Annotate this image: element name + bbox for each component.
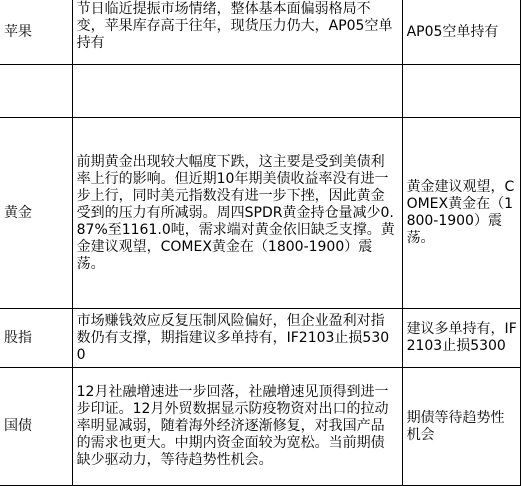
table-row-apple <box>0 0 521 65</box>
category-cell: 国债 <box>0 368 72 486</box>
table-row-stock-index <box>0 309 521 368</box>
analysis-cell: 12月社融增速进一步回落，社融增速见顶得到进一步印证。12月外贸数据显示防疫物资对出口的拉动率明显减弱，随着海外经济逐渐修复，对我国产品的需求也更大。中期内资金面较为宽松。当前期债缺少驱动力，等待趋势性机会。 <box>72 368 402 486</box>
category-cell: 黄金 <box>0 118 72 309</box>
advice-cell <box>402 65 520 118</box>
analysis-cell: 前期黄金出现较大幅度下跌，这主要是受到美债利率上行的影响。但近期10年期美债收益率没有进一步上行，同时美元指数没有进一步下挫，因此黄金受到的压力有所减弱。周四SPDR黄金持仓量减少0.87%至1161.0吨，需求端对黄金依旧缺乏支撑。黄金建议观望，COMEX黄金在（1800-1900）震荡。 <box>72 118 402 309</box>
analysis-cell: 市场赚钱效应反复压制风险偏好，但企业盈利对指数仍有支撑，期指建议多单持有，IF2103止损5300 <box>72 309 402 368</box>
category-cell <box>0 65 72 118</box>
table-row-treasury <box>0 368 521 486</box>
category-cell: 股指 <box>0 309 72 368</box>
analysis-cell: 节日临近提振市场情绪，整体基本面偏弱格局不变，苹果库存高于往年，现货压力仍大，AP05空单持有 <box>72 0 402 65</box>
advice-cell: 建议多单持有，IF2103止损5300 <box>402 309 520 368</box>
table-row-gold <box>0 118 521 309</box>
advice-cell: AP05空单持有 <box>402 0 520 65</box>
analysis-cell <box>72 65 402 118</box>
category-cell: 苹果 <box>0 0 72 65</box>
table-row-empty <box>0 65 521 118</box>
advice-cell: 期债等待趋势性机会 <box>402 368 520 486</box>
advice-cell: 黄金建议观望，COMEX黄金在（1800-1900）震荡。 <box>402 118 520 309</box>
